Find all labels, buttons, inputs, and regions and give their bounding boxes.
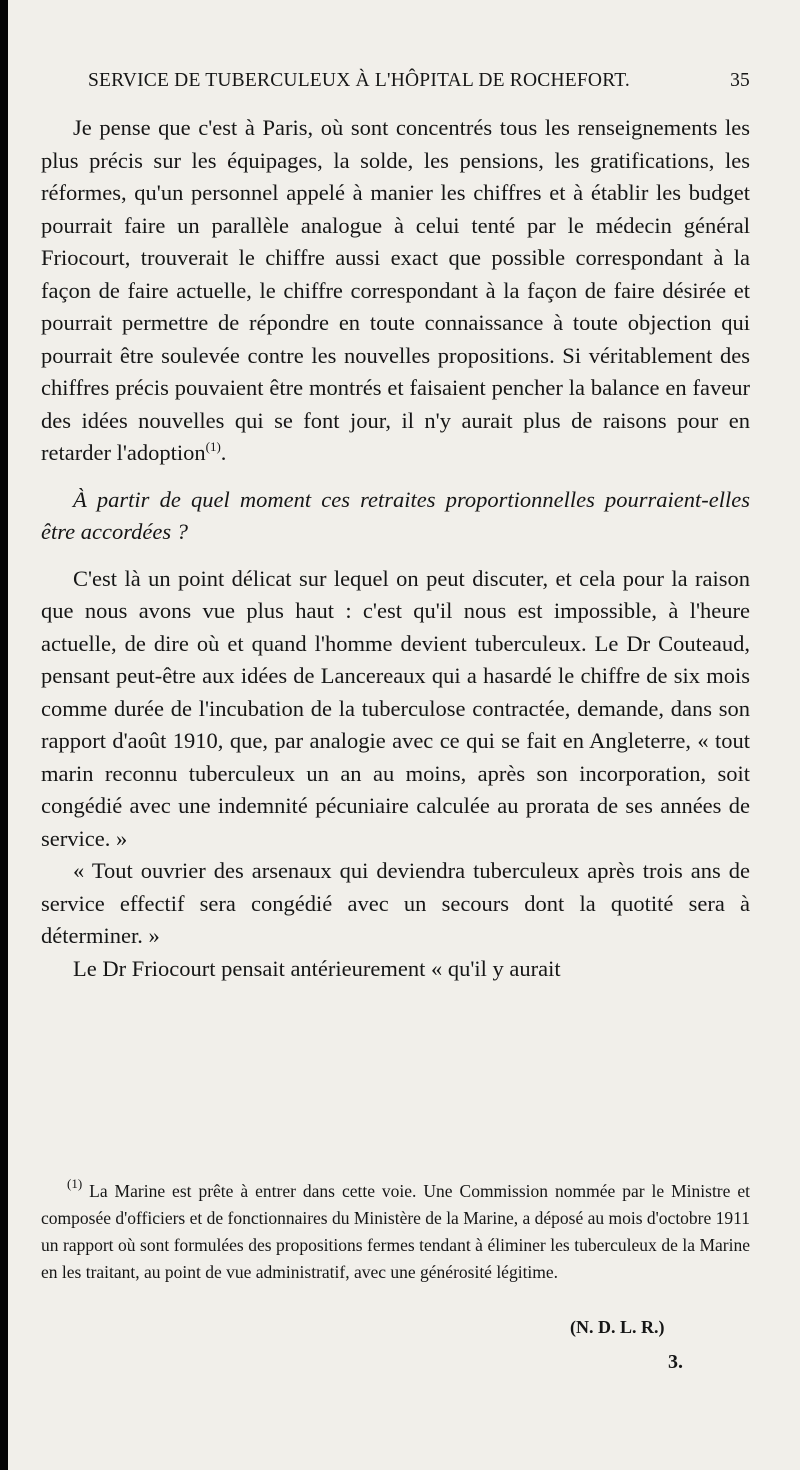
running-header [88,70,750,92]
section-question: À partir de quel moment ces retraites proportionnelles pourraient-elles être accordées ? [41,486,750,544]
paragraph: Le Dr Friocourt pensait antérieurement « qu'il y aurait [73,955,561,981]
book-page [8,0,800,1470]
footnote-paragraph [41,1178,750,1286]
footnote-marker: (1) [67,1176,83,1191]
page-number: 35 [730,70,750,91]
paragraph-end: . [220,440,227,465]
signature-mark: 3. [668,1351,683,1373]
footnote [41,1178,750,1286]
footnote-reference: (1) [205,439,221,454]
main-text [41,112,750,985]
paragraph: C'est là un point délicat sur lequel on peut discuter, et cela pour la raison que nous avons vue plus haut : c'est qu'il nous est impossible, à l'heure actuelle, de dire où et quand l'homme devient tuberculeux. Le Dr Couteaud, pensant peut-être aux idées de Lancereaux qui a hasardé le chiffre de six mois comme durée de l'incubation de la tuberculose contractée, demande, dans son rapport d'août 1910, que, par analogie avec ce qui se fait en Angleterre, « tout marin reconnu tuberculeux un an au moins, après son incorporation, soit congédié avec une indemnité pécuniaire calculée au prorata de ses années de service. » [41,565,750,851]
quoted-paragraph: « Tout ouvrier des arsenaux qui deviendra tuberculeux après trois ans de service effectif sera congédié avec un secours dont la quotité sera à déterminer. » [41,858,750,948]
running-title: SERVICE DE TUBERCULEUX À L'HÔPITAL DE ROCHEFORT. [88,70,630,91]
scan-edge [0,0,8,1470]
paragraph-text: Je pense que c'est à Paris, où sont concentrés tous les renseignements les plus précis sur les équipages, la solde, les pensions, les gratifications, les réformes, qu'un personnel appelé à manier les chiffres et à établir les budget pourrait faire un parallèle analogue à celui tenté par le médecin général Friocourt, trouverait le chiffre aussi exact que possible correspondant à la façon de faire actuelle, le chiffre correspondant à la façon de faire désirée et pourrait permettre de répondre en toute connaissance à toute objection qui pourrait être soulevée contre les nouvelles propositions. Si véritablement des chiffres précis pouvaient être montrés et faisaient pencher la balance en faveur des idées nouvelles qui se font jour, il n'y aurait plus de raisons pour en retarder l'adoption [41,115,750,465]
paragraph [41,112,750,470]
editor-note: (N. D. L. R.) [570,1317,665,1337]
footnote-text: La Marine est prête à entrer dans cette voie. Une Commission nommée par le Ministre et composée d'officiers et de fonctionnaires du Ministère de la Marine, a déposé au mois d'octobre 1911 un rapport où sont formulées des propositions fermes tendant à éliminer les tuberculeux de la Marine en les traitant, au point de vue administratif, avec une générosité légitime. [41,1181,751,1282]
